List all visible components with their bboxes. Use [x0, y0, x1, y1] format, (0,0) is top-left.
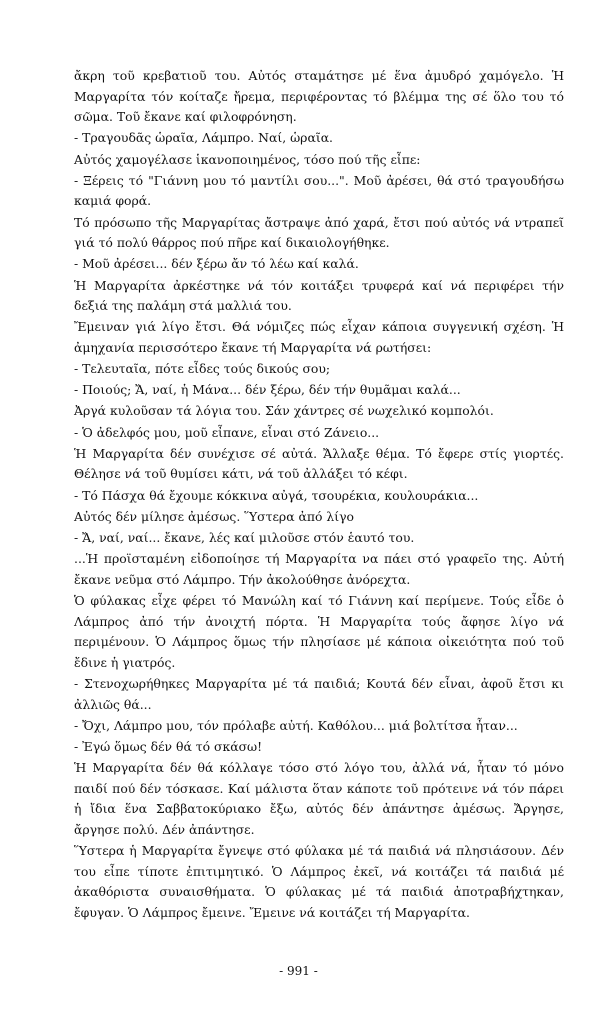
paragraph: Ὁ φύλακας εἶχε φέρει τό Μανώλη καί τό Γιάννη καί περίμενε. Τούς εἶδε ὁ Λάμπρος ἀπό τήν ἀνοιχτή πόρτα. Ἡ Μαργαρίτα τούς ἄφησε λίγο νά περιμένουν. Ὁ Λάμπρος ὅμως τήν πλησίασε μέ κάποια οἰκειότητα πού τοῦ ἔδινε ἡ γιατρός.: [74, 592, 564, 670]
paragraph: Τό πρόσωπο τῆς Μαργαρίτας ἄστραψε ἀπό χαρά, ἔτσι πού αὐτός νά ντραπεῖ γιά τό πολύ θάρρος πού πῆρε καί δικαιολογήθηκε.: [74, 214, 564, 251]
page-number: - 991 -: [279, 964, 318, 978]
paragraph: - Ἄ, ναί, ναί... ἔκανε, λές καί μιλοῦσε στόν ἑαυτό του.: [74, 529, 415, 545]
paragraph: Ἡ Μαργαρίτα δέν συνέχισε σέ αὐτά. Ἄλλαξε θέμα. Τό ἔφερε στίς γιορτές. Θέλησε νά τοῦ θυμίσει κάτι, νά τοῦ ἀλλάξει τό κέφι.: [74, 445, 564, 482]
paragraph: - Τό Πάσχα θά ἔχουμε κόκκινα αὐγά, τσουρέκια, κουλουράκια...: [74, 487, 479, 503]
paragraph: - Ξέρεις τό "Γιάννη μου τό μαντίλι σου...". Μοῦ ἀρέσει, θά στό τραγουδήσω καμιά φορά.: [74, 172, 564, 209]
paragraph: - Μοῦ ἀρέσει... δέν ξέρω ἄν τό λέω καί καλά.: [74, 256, 359, 272]
paragraph: - Τραγουδᾶς ὡραῖα, Λάμπρο. Ναί, ὡραῖα.: [74, 130, 333, 146]
paragraph: Ἀργά κυλοῦσαν τά λόγια του. Σάν χάντρες σέ νωχελικό κομπολόι.: [74, 403, 494, 419]
paragraph: Ἡ Μαργαρίτα δέν θά κόλλαγε τόσο στό λόγο του, ἀλλά νά, ἦταν τό μόνο παιδί πού δέν τόσκασε. Καί μάλιστα ὅταν κάποτε τοῦ πρότεινε νά τόν πάρει ἡ ἴδια ἕνα Σαββατοκύριακο ἔξω, αὐτός δέν ἀπάντησε ἀμέσως. Ἄργησε, ἄργησε πολύ. Δέν ἀπάντησε.: [74, 760, 564, 837]
paragraph: Αὐτός χαμογέλασε ἱκανοποιημένος, τόσο πού τῆς εἶπε:: [74, 151, 421, 167]
paragraph: Ὕστερα ἡ Μαργαρίτα ἔγνεψε στό φύλακα μέ τά παιδιά νά πλησιάσουν. Δέν του εἶπε τίποτε ἐπιτιμητικό. Ὁ Λάμπρος ἐκεῖ, νά κοιτάζει τά παιδιά μέ ἀκαθόριστα συναισθήματα. Ὁ φύλακας μέ τά παιδιά ἀποτραβήχτηκαν, ἔφυγαν. Ὁ Λάμπρος ἔμεινε. Ἔμεινε νά κοιτάζει τή Μαργαρίτα.: [74, 843, 564, 920]
paragraph: Ἔμειναν γιά λίγο ἔτσι. Θά νόμιζες πώς εἶχαν κάποια συγγενική σχέση. Ἡ ἀμηχανία περισσότερο ἔκανε τή Μαργαρίτα νά ρωτήσει:: [74, 319, 564, 355]
paragraph: - Ἐγώ ὅμως δέν θά τό σκάσω!: [74, 738, 263, 754]
paragraph: - Ὄχι, Λάμπρο μου, τόν πρόλαβε αὐτή. Καθόλου... μιά βολτίτσα ἦταν...: [74, 717, 518, 733]
body-text: [74, 66, 564, 923]
paragraph: - Ποιούς; Ἄ, ναί, ἡ Μάνα... δέν ξέρω, δέν τήν θυμᾶμαι καλά...: [74, 382, 461, 398]
paragraph: - Ὁ ἀδελφός μου, μοῦ εἶπανε, εἶναι στό Ζάνειο...: [74, 424, 380, 440]
paragraph: - Στενοχωρήθηκες Μαργαρίτα μέ τά παιδιά; Κουτά δέν εἶναι, ἀφοῦ ἔτσι κι ἀλλιῶς θά...: [74, 675, 564, 712]
paragraph: Ἡ Μαργαρίτα ἀρκέστηκε νά τόν κοιτάξει τρυφερά καί νά περιφέρει τήν δεξιά της παλάμη στά μαλλιά του.: [74, 277, 564, 314]
paragraph: - Τελευταῖα, πότε εἶδες τούς δικούς σου;: [74, 361, 331, 377]
paragraph: ...Ἡ προϊσταμένη εἰδοποίησε τή Μαργαρίτα να πάει στό γραφεῖο της. Αὐτή ἔκανε νεῦμα στό Λάμπρο. Τήν ἀκολούθησε ἀνόρεχτα.: [74, 551, 564, 587]
paragraph: Αὐτός δέν μίλησε ἀμέσως. Ὕστερα ἀπό λίγο: [74, 508, 354, 524]
paragraph: ἄκρη τοῦ κρεβατιοῦ του. Αὐτός σταμάτησε μέ ἕνα ἀμυδρό χαμόγελο. Ἡ Μαργαρίτα τόν κοίταζε ἤρεμα, περιφέροντας τό βλέμμα της σέ ὅλο του τό σῶμα. Τοῦ ἔκανε καί φιλοφρόνηση.: [74, 68, 564, 125]
